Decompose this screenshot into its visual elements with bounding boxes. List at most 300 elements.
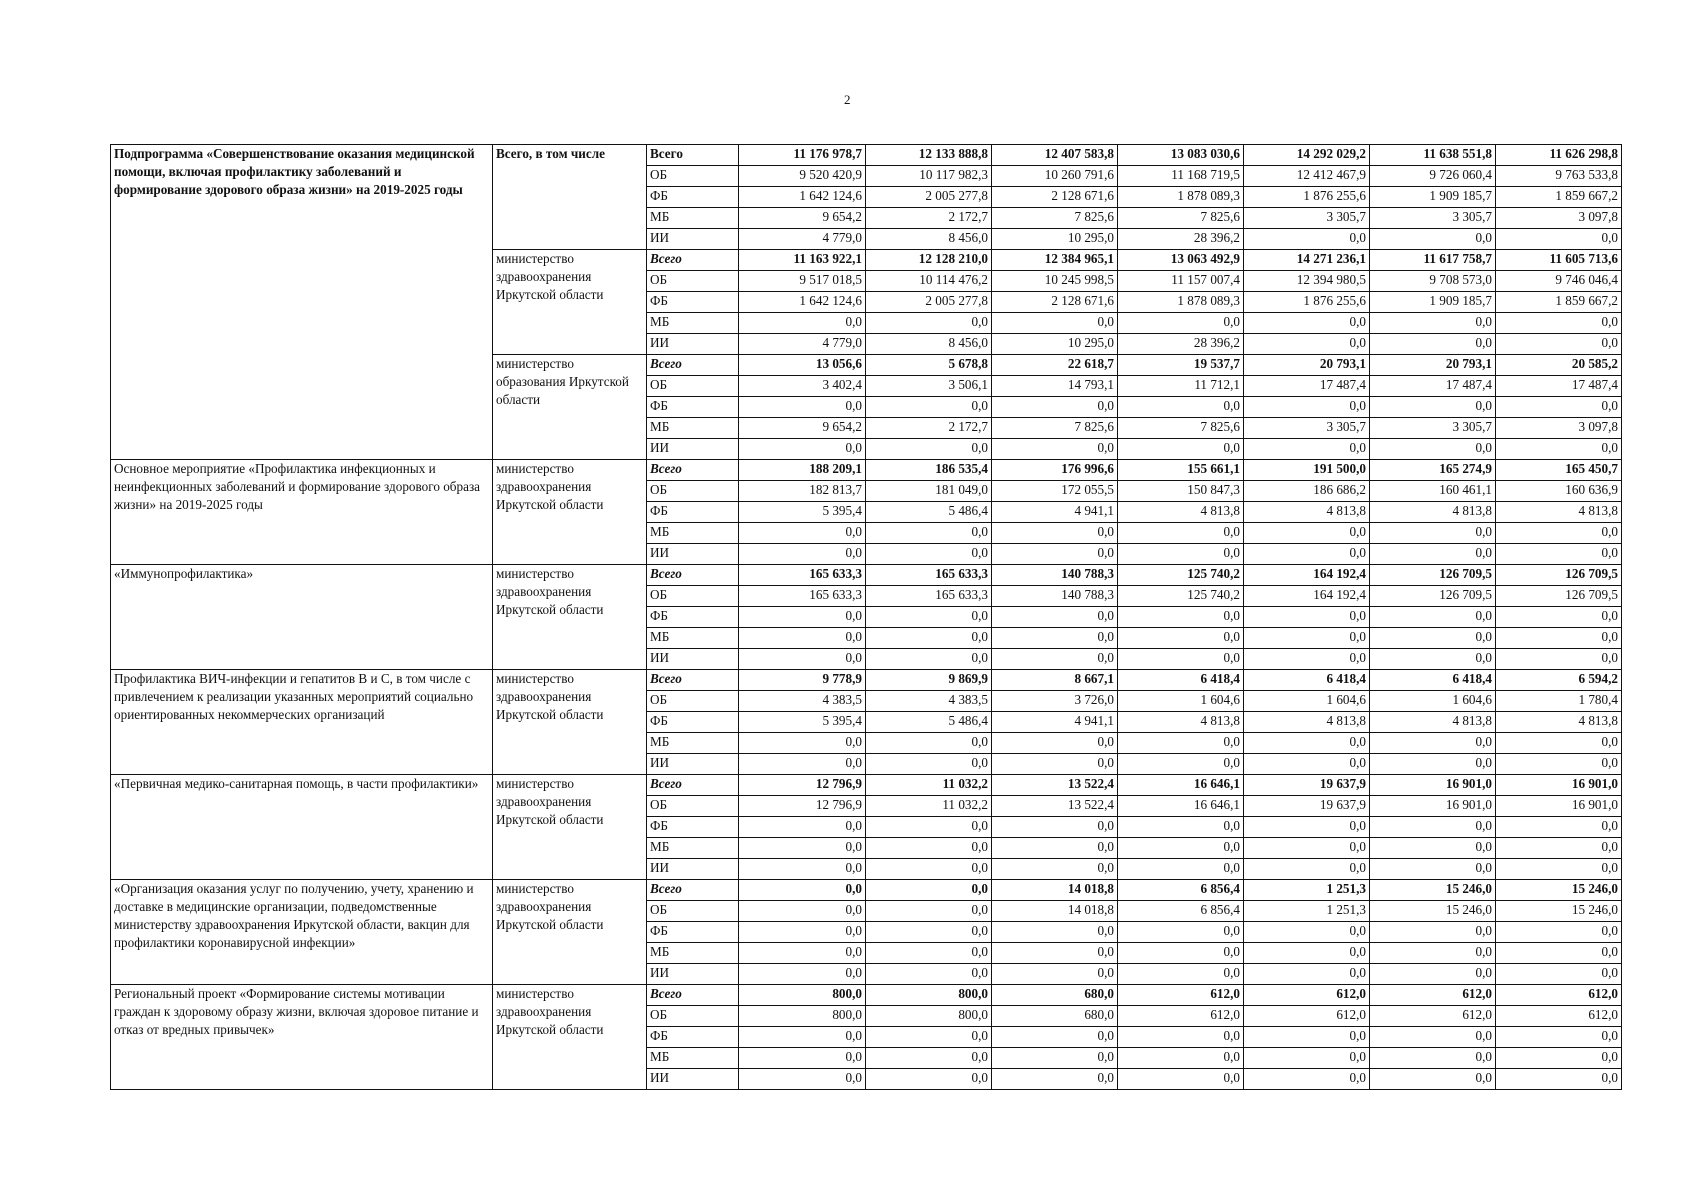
funding-source-cell: ФБ <box>647 292 739 313</box>
amount-cell: 0,0 <box>739 313 866 334</box>
amount-cell: 182 813,7 <box>739 481 866 502</box>
amount-cell: 11 032,2 <box>866 775 992 796</box>
amount-cell: 4 813,8 <box>1244 502 1370 523</box>
amount-cell: 10 295,0 <box>992 229 1118 250</box>
amount-cell: 11 626 298,8 <box>1496 145 1622 166</box>
funding-source-cell: ОБ <box>647 376 739 397</box>
amount-cell: 0,0 <box>739 964 866 985</box>
amount-cell: 0,0 <box>866 397 992 418</box>
amount-cell: 0,0 <box>1370 754 1496 775</box>
executor-cell: Всего, в том числе <box>493 145 647 250</box>
amount-cell: 10 117 982,3 <box>866 166 992 187</box>
funding-source-cell: ОБ <box>647 901 739 922</box>
amount-cell: 5 486,4 <box>866 712 992 733</box>
amount-cell: 1 876 255,6 <box>1244 292 1370 313</box>
funding-source-cell: ФБ <box>647 817 739 838</box>
amount-cell: 0,0 <box>1496 943 1622 964</box>
amount-cell: 612,0 <box>1496 985 1622 1006</box>
amount-cell: 0,0 <box>739 943 866 964</box>
amount-cell: 14 271 236,1 <box>1244 250 1370 271</box>
funding-source-cell: МБ <box>647 628 739 649</box>
amount-cell: 5 678,8 <box>866 355 992 376</box>
funding-source-cell: ОБ <box>647 481 739 502</box>
amount-cell: 12 394 980,5 <box>1244 271 1370 292</box>
amount-cell: 0,0 <box>1370 859 1496 880</box>
funding-source-cell: ИИ <box>647 1069 739 1090</box>
amount-cell: 1 642 124,6 <box>739 292 866 313</box>
amount-cell: 11 617 758,7 <box>1370 250 1496 271</box>
executor-cell: министерство образования Иркутской области <box>493 355 647 460</box>
amount-cell: 0,0 <box>739 607 866 628</box>
amount-cell: 0,0 <box>992 628 1118 649</box>
amount-cell: 0,0 <box>1118 1048 1244 1069</box>
amount-cell: 612,0 <box>1244 985 1370 1006</box>
amount-cell: 160 636,9 <box>1496 481 1622 502</box>
amount-cell: 0,0 <box>1244 649 1370 670</box>
program-name-cell: «Первичная медико-санитарная помощь, в части профилактики» <box>111 775 493 880</box>
amount-cell: 4 813,8 <box>1370 502 1496 523</box>
funding-source-cell: ОБ <box>647 796 739 817</box>
amount-cell: 0,0 <box>1496 397 1622 418</box>
amount-cell: 0,0 <box>1370 1048 1496 1069</box>
amount-cell: 0,0 <box>1244 523 1370 544</box>
amount-cell: 0,0 <box>739 1027 866 1048</box>
amount-cell: 0,0 <box>992 838 1118 859</box>
amount-cell: 0,0 <box>1496 1048 1622 1069</box>
amount-cell: 0,0 <box>1118 397 1244 418</box>
amount-cell: 176 996,6 <box>992 460 1118 481</box>
amount-cell: 0,0 <box>992 313 1118 334</box>
amount-cell: 0,0 <box>1244 334 1370 355</box>
amount-cell: 0,0 <box>739 754 866 775</box>
amount-cell: 125 740,2 <box>1118 586 1244 607</box>
amount-cell: 11 638 551,8 <box>1370 145 1496 166</box>
amount-cell: 165 633,3 <box>866 586 992 607</box>
executor-cell: министерство здравоохранения Иркутской области <box>493 775 647 880</box>
amount-cell: 0,0 <box>1244 838 1370 859</box>
amount-cell: 9 708 573,0 <box>1370 271 1496 292</box>
amount-cell: 0,0 <box>1370 1069 1496 1090</box>
amount-cell: 0,0 <box>992 1069 1118 1090</box>
amount-cell: 0,0 <box>866 838 992 859</box>
page-number: 2 <box>844 92 851 107</box>
amount-cell: 9 654,2 <box>739 418 866 439</box>
amount-cell: 3 097,8 <box>1496 418 1622 439</box>
amount-cell: 800,0 <box>866 985 992 1006</box>
amount-cell: 0,0 <box>1244 733 1370 754</box>
amount-cell: 140 788,3 <box>992 565 1118 586</box>
amount-cell: 165 633,3 <box>866 565 992 586</box>
amount-cell: 612,0 <box>1118 985 1244 1006</box>
amount-cell: 7 825,6 <box>1118 208 1244 229</box>
amount-cell: 6 418,4 <box>1370 670 1496 691</box>
amount-cell: 0,0 <box>739 901 866 922</box>
amount-cell: 0,0 <box>739 523 866 544</box>
funding-source-cell: Всего <box>647 355 739 376</box>
funding-source-cell: Всего <box>647 985 739 1006</box>
amount-cell: 612,0 <box>1370 1006 1496 1027</box>
amount-cell: 14 793,1 <box>992 376 1118 397</box>
amount-cell: 0,0 <box>1118 817 1244 838</box>
funding-source-cell: ФБ <box>647 922 739 943</box>
amount-cell: 0,0 <box>1370 523 1496 544</box>
amount-cell: 0,0 <box>739 1048 866 1069</box>
executor-cell: министерство здравоохранения Иркутской области <box>493 880 647 985</box>
amount-cell: 19 637,9 <box>1244 796 1370 817</box>
amount-cell: 10 295,0 <box>992 334 1118 355</box>
amount-cell: 7 825,6 <box>992 418 1118 439</box>
funding-source-cell: ФБ <box>647 1027 739 1048</box>
amount-cell: 3 305,7 <box>1244 208 1370 229</box>
amount-cell: 0,0 <box>1244 607 1370 628</box>
amount-cell: 3 305,7 <box>1370 208 1496 229</box>
amount-cell: 0,0 <box>1244 628 1370 649</box>
amount-cell: 11 032,2 <box>866 796 992 817</box>
funding-source-cell: ИИ <box>647 649 739 670</box>
amount-cell: 1 604,6 <box>1118 691 1244 712</box>
amount-cell: 0,0 <box>1370 397 1496 418</box>
amount-cell: 28 396,2 <box>1118 229 1244 250</box>
amount-cell: 0,0 <box>992 1048 1118 1069</box>
amount-cell: 191 500,0 <box>1244 460 1370 481</box>
amount-cell: 0,0 <box>992 649 1118 670</box>
program-name-cell: Подпрограмма «Совершенствование оказания медицинской помощи, включая профилактику заболеваний и формирование здорового образа жизни» на 2019-2025 годы <box>111 145 493 460</box>
amount-cell: 10 245 998,5 <box>992 271 1118 292</box>
amount-cell: 12 384 965,1 <box>992 250 1118 271</box>
amount-cell: 9 654,2 <box>739 208 866 229</box>
amount-cell: 0,0 <box>739 733 866 754</box>
amount-cell: 0,0 <box>866 943 992 964</box>
amount-cell: 0,0 <box>992 754 1118 775</box>
funding-source-cell: ФБ <box>647 187 739 208</box>
amount-cell: 12 133 888,8 <box>866 145 992 166</box>
amount-cell: 0,0 <box>1370 922 1496 943</box>
amount-cell: 0,0 <box>1496 1027 1622 1048</box>
amount-cell: 0,0 <box>1118 922 1244 943</box>
funding-source-cell: ИИ <box>647 229 739 250</box>
amount-cell: 1 876 255,6 <box>1244 187 1370 208</box>
amount-cell: 9 869,9 <box>866 670 992 691</box>
funding-source-cell: Всего <box>647 565 739 586</box>
amount-cell: 9 726 060,4 <box>1370 166 1496 187</box>
funding-source-cell: МБ <box>647 523 739 544</box>
amount-cell: 150 847,3 <box>1118 481 1244 502</box>
amount-cell: 0,0 <box>1496 607 1622 628</box>
amount-cell: 2 005 277,8 <box>866 292 992 313</box>
amount-cell: 6 856,4 <box>1118 880 1244 901</box>
amount-cell: 0,0 <box>866 1048 992 1069</box>
amount-cell: 6 418,4 <box>1118 670 1244 691</box>
table-row <box>111 880 1622 901</box>
amount-cell: 0,0 <box>1244 922 1370 943</box>
amount-cell: 11 605 713,6 <box>1496 250 1622 271</box>
amount-cell: 0,0 <box>1496 817 1622 838</box>
amount-cell: 0,0 <box>1244 817 1370 838</box>
funding-source-cell: ОБ <box>647 691 739 712</box>
amount-cell: 4 941,1 <box>992 502 1118 523</box>
amount-cell: 11 157 007,4 <box>1118 271 1244 292</box>
amount-cell: 0,0 <box>1118 838 1244 859</box>
amount-cell: 126 709,5 <box>1496 565 1622 586</box>
amount-cell: 0,0 <box>866 922 992 943</box>
amount-cell: 15 246,0 <box>1370 880 1496 901</box>
program-name-cell: Основное мероприятие «Профилактика инфекционных и неинфекционных заболеваний и формирование здорового образа жизни» на 2019-2025 годы <box>111 460 493 565</box>
amount-cell: 17 487,4 <box>1370 376 1496 397</box>
amount-cell: 16 901,0 <box>1370 796 1496 817</box>
funding-source-cell: ИИ <box>647 964 739 985</box>
amount-cell: 165 450,7 <box>1496 460 1622 481</box>
amount-cell: 0,0 <box>1118 943 1244 964</box>
funding-source-cell: ФБ <box>647 397 739 418</box>
amount-cell: 0,0 <box>1496 628 1622 649</box>
amount-cell: 0,0 <box>1118 649 1244 670</box>
amount-cell: 11 176 978,7 <box>739 145 866 166</box>
program-name-cell: «Иммунопрофилактика» <box>111 565 493 670</box>
amount-cell: 0,0 <box>1118 523 1244 544</box>
funding-source-cell: ИИ <box>647 859 739 880</box>
amount-cell: 1 604,6 <box>1370 691 1496 712</box>
amount-cell: 0,0 <box>866 754 992 775</box>
amount-cell: 0,0 <box>1118 544 1244 565</box>
amount-cell: 17 487,4 <box>1244 376 1370 397</box>
amount-cell: 0,0 <box>992 817 1118 838</box>
amount-cell: 0,0 <box>739 880 866 901</box>
amount-cell: 2 128 671,6 <box>992 292 1118 313</box>
amount-cell: 155 661,1 <box>1118 460 1244 481</box>
amount-cell: 14 018,8 <box>992 880 1118 901</box>
amount-cell: 16 646,1 <box>1118 775 1244 796</box>
funding-source-cell: ФБ <box>647 502 739 523</box>
amount-cell: 172 055,5 <box>992 481 1118 502</box>
amount-cell: 0,0 <box>1118 628 1244 649</box>
funding-source-cell: Всего <box>647 670 739 691</box>
amount-cell: 0,0 <box>1244 229 1370 250</box>
amount-cell: 0,0 <box>1118 439 1244 460</box>
amount-cell: 186 535,4 <box>866 460 992 481</box>
amount-cell: 13 063 492,9 <box>1118 250 1244 271</box>
amount-cell: 22 618,7 <box>992 355 1118 376</box>
amount-cell: 0,0 <box>866 964 992 985</box>
amount-cell: 8 456,0 <box>866 229 992 250</box>
amount-cell: 0,0 <box>1496 754 1622 775</box>
amount-cell: 9 763 533,8 <box>1496 166 1622 187</box>
amount-cell: 0,0 <box>992 397 1118 418</box>
amount-cell: 28 396,2 <box>1118 334 1244 355</box>
amount-cell: 4 779,0 <box>739 334 866 355</box>
funding-source-cell: ИИ <box>647 439 739 460</box>
funding-source-cell: ИИ <box>647 754 739 775</box>
amount-cell: 12 412 467,9 <box>1244 166 1370 187</box>
amount-cell: 0,0 <box>739 649 866 670</box>
amount-cell: 1 859 667,2 <box>1496 187 1622 208</box>
amount-cell: 0,0 <box>866 313 992 334</box>
amount-cell: 0,0 <box>1496 859 1622 880</box>
table-row <box>111 145 1622 166</box>
amount-cell: 3 506,1 <box>866 376 992 397</box>
funding-source-cell: ОБ <box>647 166 739 187</box>
amount-cell: 4 383,5 <box>739 691 866 712</box>
amount-cell: 0,0 <box>992 607 1118 628</box>
amount-cell: 0,0 <box>866 1027 992 1048</box>
amount-cell: 13 522,4 <box>992 775 1118 796</box>
amount-cell: 0,0 <box>1370 1027 1496 1048</box>
amount-cell: 3 305,7 <box>1244 418 1370 439</box>
amount-cell: 0,0 <box>739 859 866 880</box>
amount-cell: 4 813,8 <box>1118 712 1244 733</box>
amount-cell: 186 686,2 <box>1244 481 1370 502</box>
amount-cell: 20 793,1 <box>1244 355 1370 376</box>
executor-cell: министерство здравоохранения Иркутской области <box>493 565 647 670</box>
funding-source-cell: ФБ <box>647 607 739 628</box>
amount-cell: 1 909 185,7 <box>1370 292 1496 313</box>
amount-cell: 1 604,6 <box>1244 691 1370 712</box>
amount-cell: 0,0 <box>739 544 866 565</box>
executor-cell: министерство здравоохранения Иркутской области <box>493 985 647 1090</box>
amount-cell: 0,0 <box>739 439 866 460</box>
amount-cell: 12 796,9 <box>739 796 866 817</box>
amount-cell: 2 172,7 <box>866 418 992 439</box>
amount-cell: 800,0 <box>739 985 866 1006</box>
amount-cell: 0,0 <box>1118 964 1244 985</box>
amount-cell: 9 517 018,5 <box>739 271 866 292</box>
amount-cell: 1 878 089,3 <box>1118 292 1244 313</box>
amount-cell: 0,0 <box>739 817 866 838</box>
amount-cell: 9 746 046,4 <box>1496 271 1622 292</box>
amount-cell: 1 642 124,6 <box>739 187 866 208</box>
amount-cell: 0,0 <box>1118 1069 1244 1090</box>
amount-cell: 160 461,1 <box>1370 481 1496 502</box>
amount-cell: 1 859 667,2 <box>1496 292 1622 313</box>
amount-cell: 0,0 <box>1496 313 1622 334</box>
amount-cell: 0,0 <box>1496 733 1622 754</box>
amount-cell: 612,0 <box>1370 985 1496 1006</box>
amount-cell: 0,0 <box>1370 544 1496 565</box>
amount-cell: 164 192,4 <box>1244 586 1370 607</box>
funding-source-cell: ИИ <box>647 544 739 565</box>
amount-cell: 13 083 030,6 <box>1118 145 1244 166</box>
amount-cell: 800,0 <box>739 1006 866 1027</box>
amount-cell: 0,0 <box>1496 439 1622 460</box>
amount-cell: 0,0 <box>1370 439 1496 460</box>
amount-cell: 0,0 <box>1496 544 1622 565</box>
amount-cell: 10 260 791,6 <box>992 166 1118 187</box>
amount-cell: 0,0 <box>1244 1048 1370 1069</box>
amount-cell: 7 825,6 <box>1118 418 1244 439</box>
amount-cell: 0,0 <box>1496 964 1622 985</box>
amount-cell: 13 056,6 <box>739 355 866 376</box>
amount-cell: 0,0 <box>1496 523 1622 544</box>
amount-cell: 0,0 <box>866 607 992 628</box>
program-name-cell: «Организация оказания услуг по получению, учету, хранению и доставке в медицинские организации, подведомственные министерству здравоохранения Иркутской области, вакцин для профилактики коронавирусной инфекции» <box>111 880 493 985</box>
amount-cell: 612,0 <box>1496 1006 1622 1027</box>
table-row <box>111 775 1622 796</box>
amount-cell: 0,0 <box>992 733 1118 754</box>
funding-source-cell: ФБ <box>647 712 739 733</box>
amount-cell: 800,0 <box>866 1006 992 1027</box>
amount-cell: 0,0 <box>1370 817 1496 838</box>
amount-cell: 15 246,0 <box>1370 901 1496 922</box>
amount-cell: 0,0 <box>739 922 866 943</box>
amount-cell: 1 909 185,7 <box>1370 187 1496 208</box>
amount-cell: 15 246,0 <box>1496 901 1622 922</box>
funding-source-cell: Всего <box>647 460 739 481</box>
amount-cell: 0,0 <box>1370 628 1496 649</box>
amount-cell: 0,0 <box>1118 859 1244 880</box>
amount-cell: 0,0 <box>1244 397 1370 418</box>
amount-cell: 0,0 <box>1496 229 1622 250</box>
amount-cell: 16 901,0 <box>1496 796 1622 817</box>
amount-cell: 140 788,3 <box>992 586 1118 607</box>
amount-cell: 6 594,2 <box>1496 670 1622 691</box>
amount-cell: 2 005 277,8 <box>866 187 992 208</box>
amount-cell: 11 163 922,1 <box>739 250 866 271</box>
amount-cell: 0,0 <box>1244 754 1370 775</box>
amount-cell: 0,0 <box>866 628 992 649</box>
amount-cell: 0,0 <box>866 733 992 754</box>
amount-cell: 0,0 <box>739 838 866 859</box>
amount-cell: 0,0 <box>1244 544 1370 565</box>
funding-source-cell: ОБ <box>647 271 739 292</box>
amount-cell: 181 049,0 <box>866 481 992 502</box>
amount-cell: 0,0 <box>992 523 1118 544</box>
amount-cell: 0,0 <box>1496 1069 1622 1090</box>
amount-cell: 9 778,9 <box>739 670 866 691</box>
amount-cell: 0,0 <box>992 439 1118 460</box>
amount-cell: 11 712,1 <box>1118 376 1244 397</box>
amount-cell: 0,0 <box>992 859 1118 880</box>
table-row <box>111 985 1622 1006</box>
amount-cell: 12 407 583,8 <box>992 145 1118 166</box>
program-name-cell: Региональный проект «Формирование системы мотивации граждан к здоровому образу жизни, включая здоровое питание и отказ от вредных привычек» <box>111 985 493 1090</box>
funding-source-cell: МБ <box>647 313 739 334</box>
funding-source-cell: ИИ <box>647 334 739 355</box>
program-name-cell: Профилактика ВИЧ-инфекции и гепатитов В и С, в том числе с привлечением к реализации указанных мероприятий социально ориентированных некоммерческих организаций <box>111 670 493 775</box>
funding-source-cell: Всего <box>647 880 739 901</box>
table-row <box>111 670 1622 691</box>
amount-cell: 0,0 <box>1244 1027 1370 1048</box>
amount-cell: 0,0 <box>739 1069 866 1090</box>
amount-cell: 16 901,0 <box>1370 775 1496 796</box>
amount-cell: 0,0 <box>1244 1069 1370 1090</box>
amount-cell: 0,0 <box>866 544 992 565</box>
amount-cell: 165 274,9 <box>1370 460 1496 481</box>
amount-cell: 20 793,1 <box>1370 355 1496 376</box>
amount-cell: 612,0 <box>1118 1006 1244 1027</box>
amount-cell: 3 097,8 <box>1496 208 1622 229</box>
funding-source-cell: МБ <box>647 208 739 229</box>
amount-cell: 0,0 <box>1244 439 1370 460</box>
amount-cell: 0,0 <box>1370 838 1496 859</box>
amount-cell: 0,0 <box>1244 859 1370 880</box>
funding-source-cell: Всего <box>647 145 739 166</box>
amount-cell: 3 402,4 <box>739 376 866 397</box>
executor-cell: министерство здравоохранения Иркутской области <box>493 250 647 355</box>
amount-cell: 188 209,1 <box>739 460 866 481</box>
amount-cell: 0,0 <box>866 817 992 838</box>
funding-source-cell: МБ <box>647 418 739 439</box>
amount-cell: 8 456,0 <box>866 334 992 355</box>
amount-cell: 0,0 <box>1370 313 1496 334</box>
funding-source-cell: МБ <box>647 838 739 859</box>
amount-cell: 11 168 719,5 <box>1118 166 1244 187</box>
amount-cell: 0,0 <box>1244 943 1370 964</box>
amount-cell: 0,0 <box>1118 754 1244 775</box>
amount-cell: 0,0 <box>1496 922 1622 943</box>
amount-cell: 126 709,5 <box>1496 586 1622 607</box>
amount-cell: 2 172,7 <box>866 208 992 229</box>
funding-source-cell: МБ <box>647 943 739 964</box>
amount-cell: 13 522,4 <box>992 796 1118 817</box>
